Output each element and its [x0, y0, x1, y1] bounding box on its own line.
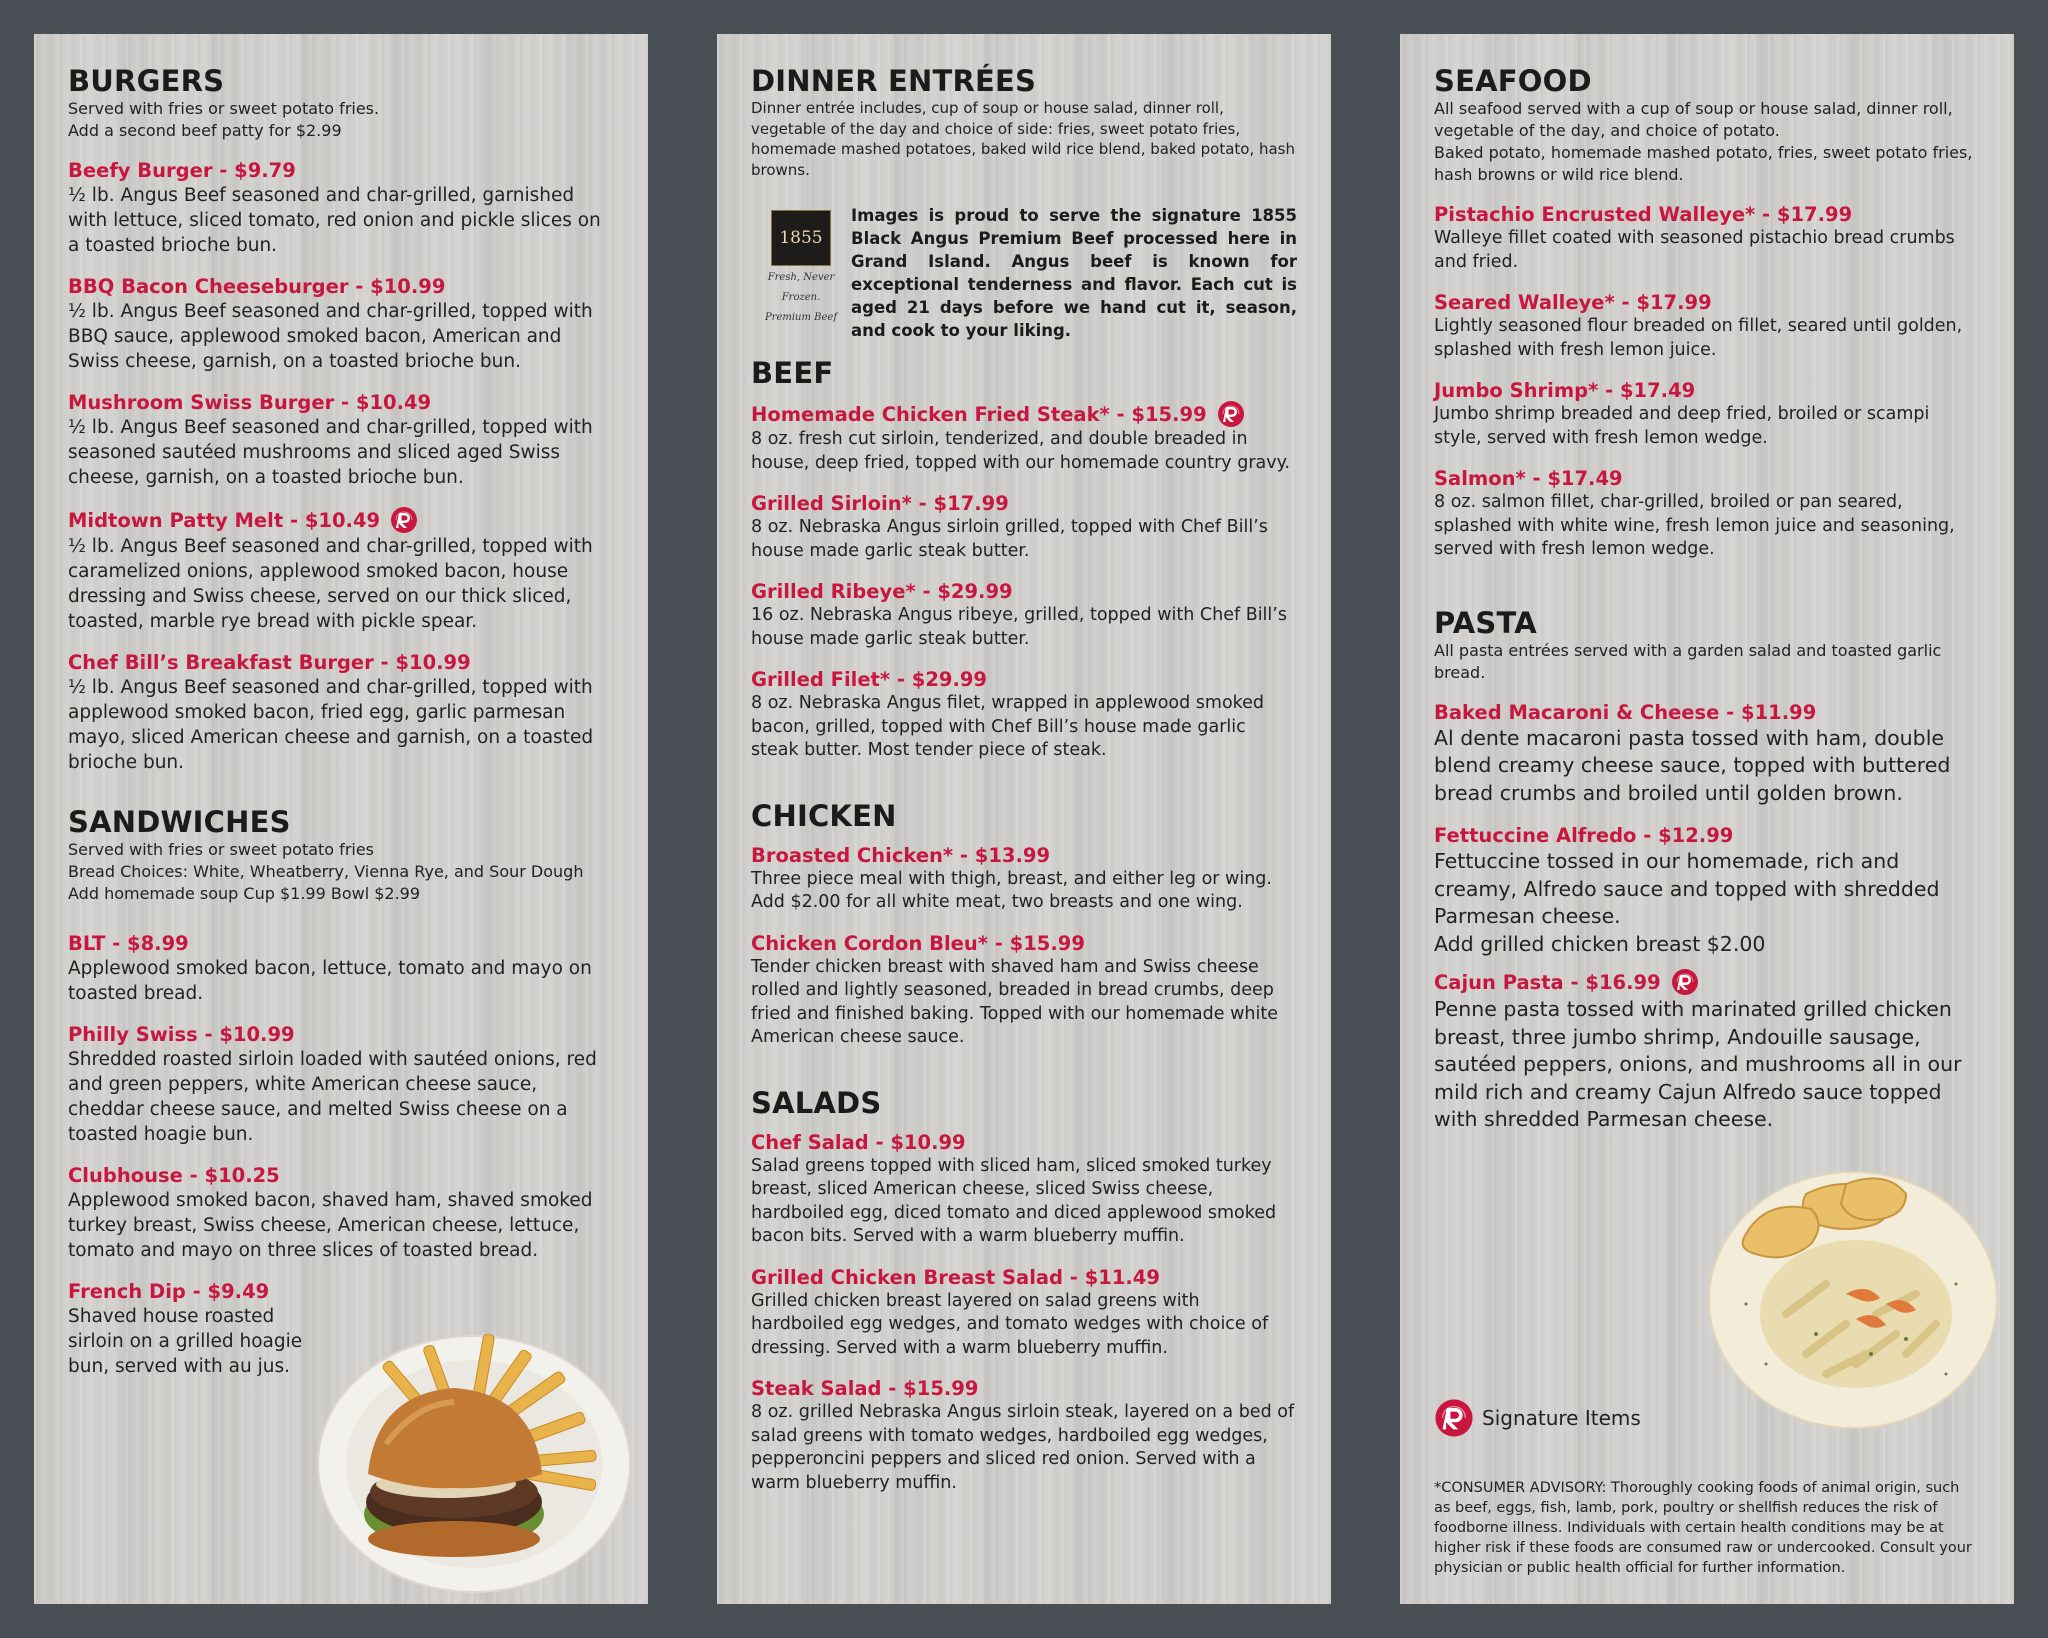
left-panel: [34, 34, 648, 1604]
item-description: 8 oz. grilled Nebraska Angus sirloin steak, layered on a bed of salad greens with tomato wedges, hardboiled egg wedges, pepperoncini peppers and sliced red onion. Served with a warm blueberry muffin.: [751, 1402, 1295, 1493]
item-title: Chef Salad - $10.99: [751, 1130, 966, 1154]
burger-photo: [316, 1324, 634, 1594]
item-title: Philly Swiss - $10.99: [68, 1023, 295, 1046]
item-title: Seared Walleye* - $17.99: [1434, 291, 1712, 314]
item-description: ½ lb. Angus Beef seasoned and char-grilled, topped with applewood smoked bacon, fried egg, garlic parmesan mayo, sliced American cheese and garnish, on a toasted brioche bun.: [68, 677, 594, 773]
menu-item: [1434, 202, 1980, 274]
premium-beef-promo: [751, 204, 1297, 342]
salads-section: [751, 1086, 1297, 1496]
seafood-title: SEAFOOD: [1434, 64, 1592, 98]
salads-title: SALADS: [751, 1085, 882, 1120]
1855-logo: [751, 210, 851, 328]
seafood-note: All seafood served with a cup of soup or house salad, dinner roll, vegetable of the day, and choice of potato.: [1434, 99, 1953, 140]
menu-item: [68, 390, 614, 490]
item-description: Applewood smoked bacon, shaved ham, shaved smoked turkey breast, Swiss cheese, American cheese, lettuce, tomato and mayo on three slices of toasted bread.: [68, 1190, 593, 1261]
item-title: Jumbo Shrimp* - $17.49: [1434, 379, 1696, 402]
sandwiches-section: [68, 805, 614, 1379]
sandwiches-note: Served with fries or sweet potato fries: [68, 840, 375, 859]
burgers-title: BURGERS: [68, 64, 225, 98]
item-description: Three piece meal with thigh, breast, and either leg or wing. Add $2.00 for all white meat, two breasts and one wing.: [751, 868, 1272, 912]
burgers-note: Add a second beef patty for $2.99: [68, 121, 342, 140]
item-title-row: [68, 506, 614, 534]
logo-text: 1855: [779, 228, 823, 248]
menu-item: [68, 931, 614, 1006]
beef-title: BEEF: [751, 356, 834, 390]
item-description-line: bun, served with au jus.: [68, 1356, 290, 1377]
signature-icon: [1217, 400, 1245, 428]
item-description: Grilled chicken breast layered on salad greens with hardboiled egg wedges, and tomato wedges with choice of dressing. Served with a warm blueberry muffin.: [751, 1290, 1269, 1358]
item-title: Chicken Cordon Bleu* - $15.99: [751, 931, 1085, 955]
chicken-section: [751, 799, 1297, 1050]
signature-icon: [390, 506, 418, 534]
item-description: 8 oz. Nebraska Angus sirloin grilled, topped with Chef Bill’s house made garlic steak butter.: [751, 517, 1268, 561]
item-title: BBQ Bacon Cheeseburger - $10.99: [68, 275, 446, 298]
item-description: 16 oz. Nebraska Angus ribeye, grilled, topped with Chef Bill’s house made garlic steak butter.: [751, 605, 1287, 649]
item-title: Baked Macaroni & Cheese - $11.99: [1434, 700, 1817, 724]
1855-logo-mark: [771, 210, 831, 266]
item-description: Tender chicken breast with shaved ham and Swiss cheese rolled and lightly seasoned, breaded in bread crumbs, deep fried and finished baking. Topped with our homemade white American cheese sauce.: [751, 956, 1278, 1047]
sandwiches-note: Bread Choices: White, Wheatberry, Vienna Rye, and Sour Dough: [68, 862, 584, 881]
chicken-title: CHICKEN: [751, 798, 897, 833]
item-description: Lightly seasoned flour breaded on fillet, seared until golden, splashed with fresh lemon juice.: [1434, 316, 1963, 360]
seafood-note: Baked potato, homemade mashed potato, fries, sweet potato fries, hash browns or wild rice blend.: [1434, 143, 1973, 184]
item-description: Walleye fillet coated with seasoned pistachio bread crumbs and fried.: [1434, 228, 1955, 272]
menu-item: [1434, 466, 1980, 562]
item-description: ½ lb. Angus Beef seasoned and char-grilled, topped with caramelized onions, applewood smoked bacon, house dressing and Swiss cheese, served on our thick sliced, toasted, marble rye bread with pickle spear.: [68, 536, 593, 632]
item-description: Al dente macaroni pasta tossed with ham, double blend creamy cheese sauce, topped with buttered bread crumbs and broiled until golden brown.: [1434, 725, 1951, 805]
seafood-section: [1434, 64, 1980, 562]
menu-item: [751, 491, 1297, 563]
burgers-note: Served with fries or sweet potato fries.: [68, 99, 380, 118]
item-title: Beefy Burger - $9.79: [68, 159, 296, 182]
menu-item: [751, 931, 1297, 1050]
pasta-title: PASTA: [1434, 605, 1537, 640]
item-addon: Add grilled chicken breast $2.00: [1434, 931, 1766, 956]
item-description: Shredded roasted sirloin loaded with sautéed onions, red and green peppers, white American cheese sauce, cheddar cheese sauce, and melted Swiss cheese on a toasted hoagie bun.: [68, 1049, 597, 1145]
dinner-entrees-section: [751, 64, 1297, 342]
item-title: French Dip - $9.49: [68, 1280, 270, 1303]
item-description: 8 oz. Nebraska Angus filet, wrapped in applewood smoked bacon, grilled, topped with Chef Bill’s house made garlic steak butter. Most tender piece of steak.: [751, 693, 1265, 760]
menu-item: [751, 1376, 1297, 1495]
item-description: Penne pasta tossed with marinated grilled chicken breast, three jumbo shrimp, Andouille sausage, sautéed peppers, onions, and mushrooms all in our mild rich and creamy Cajun Alfredo sauce topped with shredded Parmesan cheese.: [1434, 997, 1962, 1131]
pasta-photo: [1706, 1164, 2000, 1430]
burgers-section: [68, 64, 614, 775]
menu-item: [751, 400, 1297, 475]
item-title: Chef Bill’s Breakfast Burger - $10.99: [68, 651, 471, 674]
consumer-advisory: *CONSUMER ADVISORY: Thoroughly cooking foods of animal origin, such as beef, eggs, fish, lamb, pork, poultry or shellfish reduces the risk of foodborne illness. Individuals with certain health conditions may be at higher risk if these foods are consumed raw or undercooked. Consult your physician or public health official for further information.: [1434, 1480, 1972, 1576]
item-title: Grilled Sirloin* - $17.99: [751, 492, 1009, 515]
sandwiches-note: Add homemade soup Cup $1.99 Bowl $2.99: [68, 884, 421, 903]
menu-item: [1434, 290, 1980, 362]
sandwiches-title: SANDWICHES: [68, 805, 291, 839]
item-title: Cajun Pasta - $16.99: [1434, 970, 1661, 994]
signature-icon: [1671, 968, 1699, 996]
menu-item: [751, 1130, 1297, 1249]
item-description: ½ lb. Angus Beef seasoned and char-grilled, topped with BBQ sauce, applewood smoked bacon, American and Swiss cheese, garnish, on a toasted brioche bun.: [68, 301, 593, 372]
item-description: 8 oz. salmon fillet, char-grilled, broiled or pan seared, splashed with white wine, fresh lemon juice and seasoning, served with fresh lemon wedge.: [1434, 492, 1955, 559]
promo-text: Images is proud to serve the signature 1855 Black Angus Premium Beef processed here in Grand Island. Angus beef is known for exceptional tenderness and flavor. Each cut is aged 21 days before we hand cut it, season, and cook to your liking.: [851, 206, 1297, 340]
pasta-note: All pasta entrées served with a garden salad and toasted garlic bread.: [1434, 640, 1942, 682]
item-description: ½ lb. Angus Beef seasoned and char-grilled, garnished with lettuce, sliced tomato, red onion and pickle slices on a toasted brioche bun.: [68, 185, 601, 256]
dinner-note: Dinner entrée includes, cup of soup or house salad, dinner roll, vegetable of the day and choice of side: fries, sweet potato fries, homemade mashed potatoes, baked wild rice blend, baked potato, hash browns.: [751, 99, 1296, 179]
menu-item: [1434, 700, 1980, 808]
item-title: Broasted Chicken* - $13.99: [751, 843, 1051, 867]
item-description: Salad greens topped with sliced ham, sliced smoked turkey breast, sliced American cheese, sliced Swiss cheese, hardboiled egg, diced tomato and diced applewood smoked bacon bits. Served with a warm blueberry muffin.: [751, 1155, 1277, 1246]
item-title: Grilled Chicken Breast Salad - $11.49: [751, 1265, 1160, 1289]
item-title: Grilled Ribeye* - $29.99: [751, 580, 1013, 603]
item-title: Fettuccine Alfredo - $12.99: [1434, 824, 1734, 847]
legend-label: Signature Items: [1482, 1406, 1641, 1430]
beef-section: [751, 356, 1297, 763]
item-title-row: [1434, 968, 1980, 996]
logo-tagline: Premium Beef: [764, 312, 838, 323]
menu-item: [68, 274, 614, 374]
item-title: Midtown Patty Melt - $10.49: [68, 508, 381, 532]
item-title: BLT - $8.99: [68, 932, 189, 955]
menu-item: [751, 579, 1297, 651]
right-panel: [1400, 34, 2014, 1604]
menu-item: [1434, 378, 1980, 450]
item-title: Clubhouse - $10.25: [68, 1164, 280, 1187]
item-title: Salmon* - $17.49: [1434, 467, 1623, 490]
menu-item: [68, 506, 614, 634]
item-description: Fettuccine tossed in our homemade, rich and creamy, Alfredo sauce and topped with shredded Parmesan cheese.: [1434, 849, 1940, 928]
menu-item: [751, 667, 1297, 763]
menu-item: [1434, 968, 1980, 1134]
item-title: Grilled Filet* - $29.99: [751, 668, 987, 691]
item-title: Steak Salad - $15.99: [751, 1377, 979, 1400]
dinner-title: DINNER ENTRÉES: [751, 64, 1037, 98]
item-title-row: [751, 400, 1297, 428]
item-title: Mushroom Swiss Burger - $10.49: [68, 391, 432, 414]
pasta-section: [1434, 606, 1980, 1134]
item-title: Homemade Chicken Fried Steak* - $15.99: [751, 402, 1207, 426]
menu-item: [751, 1265, 1297, 1361]
menu-item: [68, 1022, 614, 1147]
signature-legend: [1434, 1398, 1641, 1438]
item-description: ½ lb. Angus Beef seasoned and char-grilled, topped with seasoned sautéed mushrooms and sliced aged Swiss cheese, garnish, on a toasted brioche bun.: [68, 417, 593, 488]
item-description: Applewood smoked bacon, lettuce, tomato and mayo on toasted bread.: [68, 958, 592, 1004]
menu-item: [68, 158, 614, 258]
item-description: Jumbo shrimp breaded and deep fried, broiled or scampi style, served with fresh lemon wedge.: [1434, 404, 1930, 448]
logo-tagline: Fresh, Never Frozen.: [767, 272, 835, 303]
item-title: Pistachio Encrusted Walleye* - $17.99: [1434, 203, 1853, 226]
middle-panel: [717, 34, 1331, 1604]
item-description-line: sirloin on a grilled hoagie: [68, 1331, 303, 1352]
item-description: 8 oz. fresh cut sirloin, tenderized, and double breaded in house, deep fried, topped with our homemade country gravy.: [751, 429, 1291, 473]
signature-icon: [1434, 1398, 1474, 1438]
menu-item: [68, 650, 614, 775]
item-description-line: Shaved house roasted: [68, 1306, 275, 1327]
menu-item: [1434, 823, 1980, 958]
menu-item: [68, 1163, 614, 1263]
menu-item: [751, 843, 1297, 915]
